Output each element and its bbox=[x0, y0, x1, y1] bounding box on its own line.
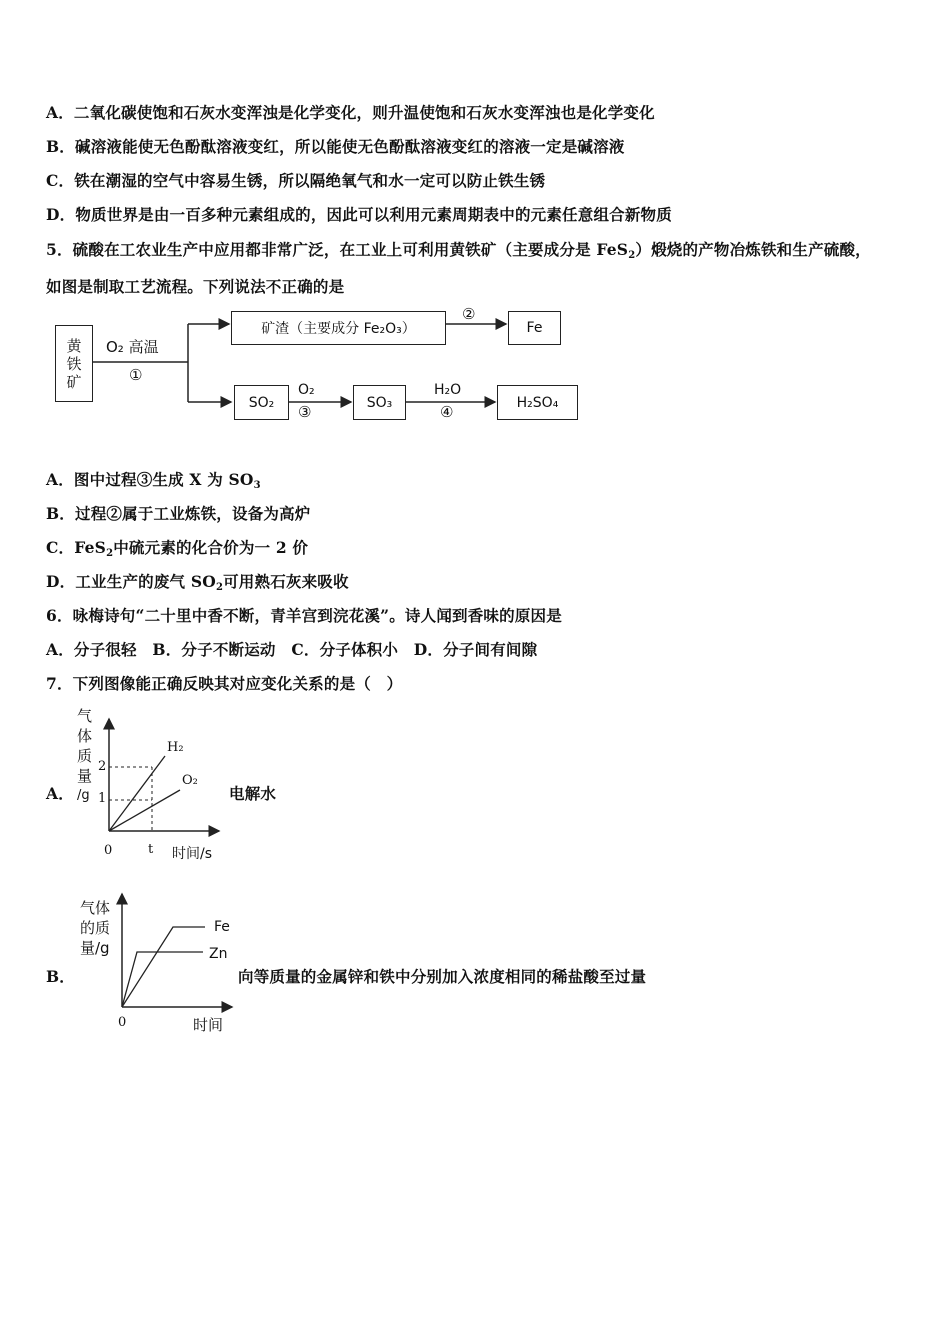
graph-a-xtick-t: t bbox=[148, 842, 154, 857]
so3-box: SO₃ bbox=[353, 385, 406, 420]
graph-b-series-zn: Zn bbox=[209, 946, 228, 962]
q7-stem: 7．下列图像能正确反映其对应变化关系的是（ ） bbox=[46, 674, 403, 693]
q6-stem: 6．咏梅诗句“二十里中香不断，青羊宫到浣花溪”。诗人闻到香味的原因是 bbox=[46, 606, 562, 625]
step1-condition: O₂ 高温 bbox=[106, 338, 159, 356]
graph-a-ytick-1: 1 bbox=[98, 791, 107, 806]
graph-a-xlabel: 时间/s bbox=[172, 846, 213, 862]
graph-b-series-fe: Fe bbox=[214, 919, 230, 935]
q5-option-b: B．过程②属于工业炼铁，设备为高炉 bbox=[46, 504, 311, 523]
graph-a-origin: 0 bbox=[104, 843, 113, 858]
q5-option-d: D．工业生产的废气 $SO_2$可用熟石灰来吸收 bbox=[46, 572, 349, 593]
step4-number: ④ bbox=[440, 403, 454, 421]
q7-option-b-desc: 向等质量的金属锌和铁中分别加入浓度相同的稀盐酸至过量 bbox=[238, 967, 647, 986]
q5-stem-line2: 如图是制取工艺流程。下列说法不正确的是 bbox=[46, 277, 345, 296]
q4-option-d: D．物质世界是由一百多种元素组成的，因此可以利用元素周期表中的元素任意组合新物质 bbox=[46, 205, 672, 224]
graph-b-origin: 0 bbox=[118, 1015, 127, 1030]
step2-number: ② bbox=[462, 305, 476, 323]
q4-option-a: A．二氧化碳使饱和石灰水变浑浊是化学变化，则升温使饱和石灰水变浑浊也是化学变化 bbox=[46, 103, 655, 122]
q5-option-c: C．FeS$_2$中硫元素的化合价为一 2 价 bbox=[46, 538, 309, 559]
graph-a-ytick-2: 2 bbox=[98, 759, 107, 774]
graph-b-xlabel: 时间 bbox=[193, 1016, 224, 1034]
graph-a-series-h2: H₂ bbox=[167, 740, 184, 755]
fe-box: Fe bbox=[508, 311, 561, 345]
step3-number: ③ bbox=[298, 403, 312, 421]
graph-a-series-o2: O₂ bbox=[182, 773, 198, 788]
q7-option-a-desc: 电解水 bbox=[229, 784, 277, 803]
q6-options: A．分子很轻 B．分子不断运动 C．分子体积小 D．分子间有间隙 bbox=[46, 640, 538, 659]
ore-box: 黄铁矿 bbox=[55, 325, 93, 402]
step3-reagent: O₂ bbox=[298, 382, 315, 398]
q7-option-a-label: A． bbox=[46, 784, 74, 803]
step4-reagent: H₂O bbox=[434, 382, 462, 398]
q5-stem-line1: 5．硫酸在工农业生产中应用都非常广泛，在工业上可利用黄铁矿（主要成分是 FeS$_2$）煅烧的产物冶炼铁和生产硫酸， bbox=[46, 240, 871, 261]
graph-b-ylabel: 气体 的质 量/g bbox=[80, 899, 111, 957]
graph-b-zn-line bbox=[122, 952, 203, 1007]
graph-a-ylabel: 气 体 质 量 /g bbox=[77, 707, 93, 803]
slag-box: 矿渣（主要成分 Fe₂O₃） bbox=[231, 311, 446, 345]
h2so4-box: H₂SO₄ bbox=[497, 385, 578, 420]
q4-option-b: B．碱溶液能使无色酚酞溶液变红，所以能使无色酚酞溶液变红的溶液一定是碱溶液 bbox=[46, 137, 625, 156]
q4-option-c: C．铁在潮湿的空气中容易生锈，所以隔绝氧气和水一定可以防止铁生锈 bbox=[46, 171, 546, 190]
graph-b-fe-line bbox=[122, 927, 205, 1007]
step1-number: ① bbox=[129, 366, 143, 384]
q7-option-b-label: B． bbox=[46, 967, 76, 986]
so2-box: SO₂ bbox=[234, 385, 289, 420]
q5-option-a: A．图中过程③生成 X 为 $SO_3$ bbox=[46, 470, 261, 491]
